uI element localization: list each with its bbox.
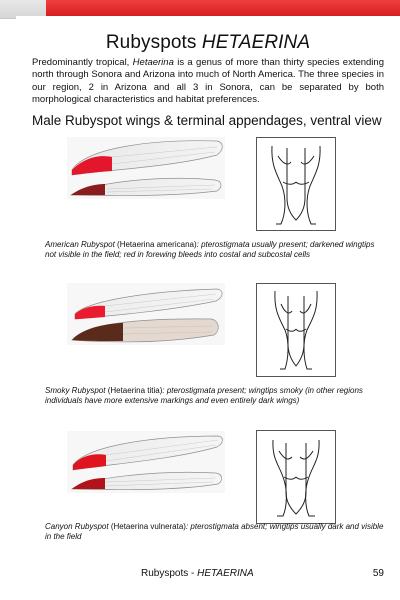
appendage-drawing-american-rubyspot — [256, 137, 336, 231]
appendage-drawing-canyon-rubyspot — [256, 430, 336, 524]
intro-part-2: is a genus of more than thirty species extending north through Sonora and Arizona into much of North America. The three species in our region, 2 in Arizona and all 3 in Sonora, can be separated by both morphological characteristics and habitat preferences. — [32, 57, 384, 105]
caption-description: : pterostigmata usually present; darkened wingtips not visible in the field; red in forewing bleeds into costal and subcostal cells — [45, 240, 375, 259]
appendage-drawing-smoky-rubyspot — [256, 283, 336, 377]
title-main: Rubyspots — [105, 32, 197, 53]
caption-common-name: American Rubyspot — [45, 240, 115, 249]
page-number: 59 — [372, 568, 384, 579]
intro-part-1: Predominantly tropical, — [32, 57, 133, 68]
section-title: Male Rubyspot wings & terminal appendages, ventral view — [32, 113, 382, 128]
footer-title-main: Rubyspots - — [141, 568, 198, 579]
caption-american-rubyspot — [45, 240, 385, 260]
caption-smoky-rubyspot — [45, 386, 385, 406]
caption-canyon-rubyspot — [45, 522, 385, 542]
intro-genus: Hetaerina — [132, 57, 174, 68]
page-accent-bar — [46, 0, 400, 16]
caption-scientific-name: (Hetaerina vulnerata) — [108, 522, 186, 531]
caption-description: : pterostigmata present; wingtips smoky (in other regions individuals have more extensive markings and even entirely dark wings) — [45, 386, 363, 405]
wing-photo-canyon-rubyspot — [67, 431, 225, 493]
page-title — [16, 32, 400, 54]
footer-title-genus: HETAERINA — [197, 568, 254, 579]
page-footer — [16, 568, 400, 582]
wing-photo-american-rubyspot — [67, 137, 225, 199]
caption-common-name: Smoky Rubyspot — [45, 386, 106, 395]
caption-scientific-name: (Hetaerina titia) — [105, 386, 163, 395]
title-genus: HETAERINA — [201, 32, 311, 53]
caption-description: : pterostigmata absent; wingtips usually dark and visible in the field — [45, 522, 384, 541]
wing-photo-smoky-rubyspot — [67, 283, 225, 345]
intro-paragraph — [32, 57, 384, 106]
footer-title — [141, 568, 254, 579]
page — [16, 16, 400, 600]
caption-common-name: Canyon Rubyspot — [45, 522, 109, 531]
caption-scientific-name: (Hetaerina americana) — [114, 240, 197, 249]
